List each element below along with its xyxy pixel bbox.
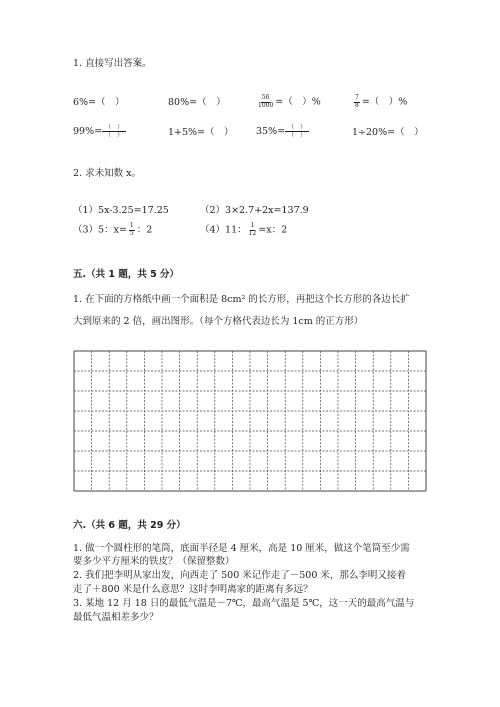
fraction: $\frac{7}{8}$ xyxy=(355,94,359,109)
section-6-title: 六.（共 6 题，共 29 分） xyxy=(73,520,186,531)
equation-3: （3）5：x= $\frac{1}{5}$ ：2 xyxy=(73,222,153,237)
section-6-line-4: 走了＋800 米是什么意思？这时李明离家的距离有多远？ xyxy=(73,584,313,595)
fraction-blank: （ ） （ ） xyxy=(285,124,309,139)
fraction: $\frac{1}{5}$ xyxy=(129,222,134,237)
problem-6-percent: 6%=（ ） xyxy=(73,97,125,108)
problem-99-percent: 99%= （ ） （ ） xyxy=(73,124,126,139)
fraction: $\frac{56}{1000}$ xyxy=(258,94,274,109)
problem-7-over-8: $\frac{7}{8}$ =（ ）% xyxy=(355,94,408,109)
section-6-line-2: 要多少平方厘米的铁皮？（保留整数） xyxy=(73,556,235,567)
question-1-title: 1. 直接写出答案。 xyxy=(73,58,152,69)
section-6-line-1: 1. 做一个圆柱形的笔筒，底面半径是 4 厘米，高是 10 厘米，做这个笔筒至少需 xyxy=(73,543,410,554)
problem-35-percent: 35%= （ ） （ ） xyxy=(256,124,309,139)
section-5-question-line-2: 大到原来的 2 倍，画出图形。（每个方格代表边长为 1cm 的正方形） xyxy=(73,316,364,327)
fraction: $\frac{1}{12}$ xyxy=(248,222,257,237)
section-6-line-5: 3. 某地 12 月 18 日的最低气温是－7℃，最高气温是 5℃，这一天的最高气温与 xyxy=(73,598,415,609)
problem-1-plus-5-percent: 1+5%=（ ） xyxy=(168,127,234,138)
square-grid xyxy=(73,350,427,492)
section-5-title: 五.（共 1 题，共 5 分） xyxy=(73,269,180,280)
problem-56-over-1000: $\frac{56}{1000}$ =（ ）% xyxy=(258,94,321,109)
equation-1: （1）5x-3.25=17.25 xyxy=(73,205,169,216)
section-6-line-3: 2. 我们把李明从家出发，向西走了 500 米记作走了－500 米，那么李明又接着 xyxy=(73,570,406,581)
fraction-blank: （ ） （ ） xyxy=(102,124,126,139)
problem-80-percent: 80%=（ ） xyxy=(168,97,226,108)
section-5-question-line-1: 1. 在下面的方格纸中画一个面积是 8cm² 的长方形，再把这个长方形的各边长扩 xyxy=(73,294,410,305)
question-2-title: 2. 求未知数 x。 xyxy=(73,168,141,179)
equation-4: （4）11： $\frac{1}{12}$ =x：2 xyxy=(200,222,288,237)
equation-2: （2）3×2.7+2x=137.9 xyxy=(200,205,309,216)
section-6-line-6: 最低气温相差多少？ xyxy=(73,612,159,623)
problem-1-div-20-percent: 1÷20%=（ ） xyxy=(352,127,424,138)
